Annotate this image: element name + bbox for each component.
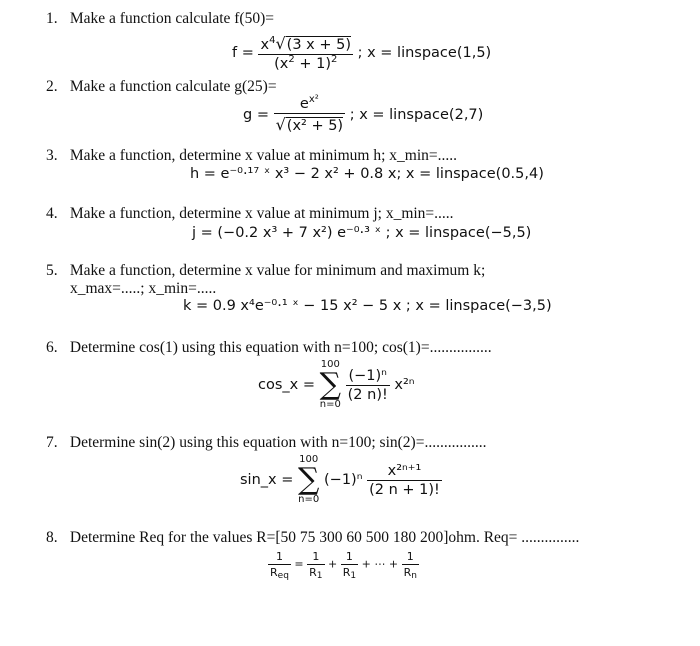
fraction-sin: $\frac{\text{x²ⁿ⁺¹}}{(2 n + 1)!}$ (369, 462, 440, 498)
question-text: Make a function, determine x value for minimum and maximum k; (69, 262, 486, 279)
question-text: Determine cos(1) using this equation with n=100; cos(1)=................ (69, 339, 492, 356)
fraction-r1: $\frac{1}{R_1}$ (309, 550, 323, 581)
question-text: Make a function calculate g(25)= (69, 78, 277, 95)
fraction-f: $\frac{x^4√(3 x + 5)}{(x^2 + 1)^2}$ (260, 34, 351, 72)
question-4 (46, 205, 454, 223)
question-5 (46, 262, 485, 280)
question-text: Make a function, determine x value at minimum h; x_min=..... (69, 147, 457, 164)
fraction-g: $\frac{e^{x^2}}{\text{√(x² + 5)}}$ (275, 94, 344, 134)
sqrt-icon: √ (275, 115, 286, 134)
question-number: 3. (46, 147, 58, 164)
question-2 (46, 78, 277, 96)
question-text: Determine Req for the values R=[50 75 300 60 500 180 200]ohm. Req= ............... (69, 529, 580, 546)
equation-f: f = $\frac{x^4√(3 x + 5)}{(x^2 + 1)^2}$ ; x = linspace(1,5) (232, 34, 492, 72)
equation-h: h = e⁻⁰·¹⁷ ˣ x³ − 2 x² + 0.8 x; x = linspace(0.5,4) (190, 166, 544, 182)
question-number: 7. (46, 434, 58, 451)
fraction-r1b: $\frac{1}{R_1}$ (342, 550, 357, 581)
question-7 (46, 434, 486, 452)
question-text: Determine sin(2) using this equation with n=100; sin(2)=................ (69, 434, 487, 451)
question-1 (46, 10, 274, 28)
fraction-rn: $\frac{1}{R_n}$ (403, 550, 417, 581)
question-text: Make a function, determine x value at minimum j; x_min=..... (69, 205, 454, 222)
equation-g: g = $\frac{e^{x^2}}{\text{√(x² + 5)}}$ ; x = linspace(2,7) (243, 94, 484, 134)
equation-cos: cos_x = 100 ∑ n=0 $\frac{\text{(−1)ⁿ}}{(2 n)!}$ x²ⁿ (258, 359, 415, 410)
summation: 100 ∑ n=0 (319, 359, 342, 410)
question-5-line2: x_max=.....; x_min=..... (70, 280, 217, 297)
question-number: 5. (46, 262, 58, 279)
question-number: 6. (46, 339, 58, 356)
summation: 100 ∑ n=0 (297, 454, 320, 505)
question-number: 8. (46, 529, 58, 546)
question-number: 4. (46, 205, 58, 222)
question-6 (46, 339, 492, 357)
equation-j: j = (−0.2 x³ + 7 x²) e⁻⁰·³ ˣ ; x = linspace(−5,5) (192, 225, 532, 241)
fraction-req: $\frac{1}{R_{eq}}$ (270, 550, 289, 581)
equation-req: $\frac{1}{R_{eq}}$ = $\frac{1}{R_1}$ + $\frac{1}{R_1}$ + ⋯ + $\frac{1}{R_n}$ (270, 550, 417, 581)
equation-k: k = 0.9 x⁴e⁻⁰·¹ ˣ − 15 x² − 5 x ; x = linspace(−3,5) (183, 298, 552, 314)
question-8 (46, 529, 579, 547)
question-text: Make a function calculate f(50)= (69, 10, 274, 27)
question-number: 1. (46, 10, 58, 27)
equation-sin: sin_x = 100 ∑ n=0 (−1)ⁿ $\frac{\text{x²ⁿ⁺¹}}{(2 n + 1)!}$ (240, 454, 440, 505)
fraction-cos: $\frac{\text{(−1)ⁿ}}{(2 n)!}$ (347, 367, 388, 403)
question-number: 2. (46, 78, 58, 95)
sigma-icon: ∑ (319, 367, 342, 402)
sqrt-icon: √ (275, 34, 286, 53)
question-3 (46, 147, 457, 165)
sigma-icon: ∑ (297, 462, 320, 497)
